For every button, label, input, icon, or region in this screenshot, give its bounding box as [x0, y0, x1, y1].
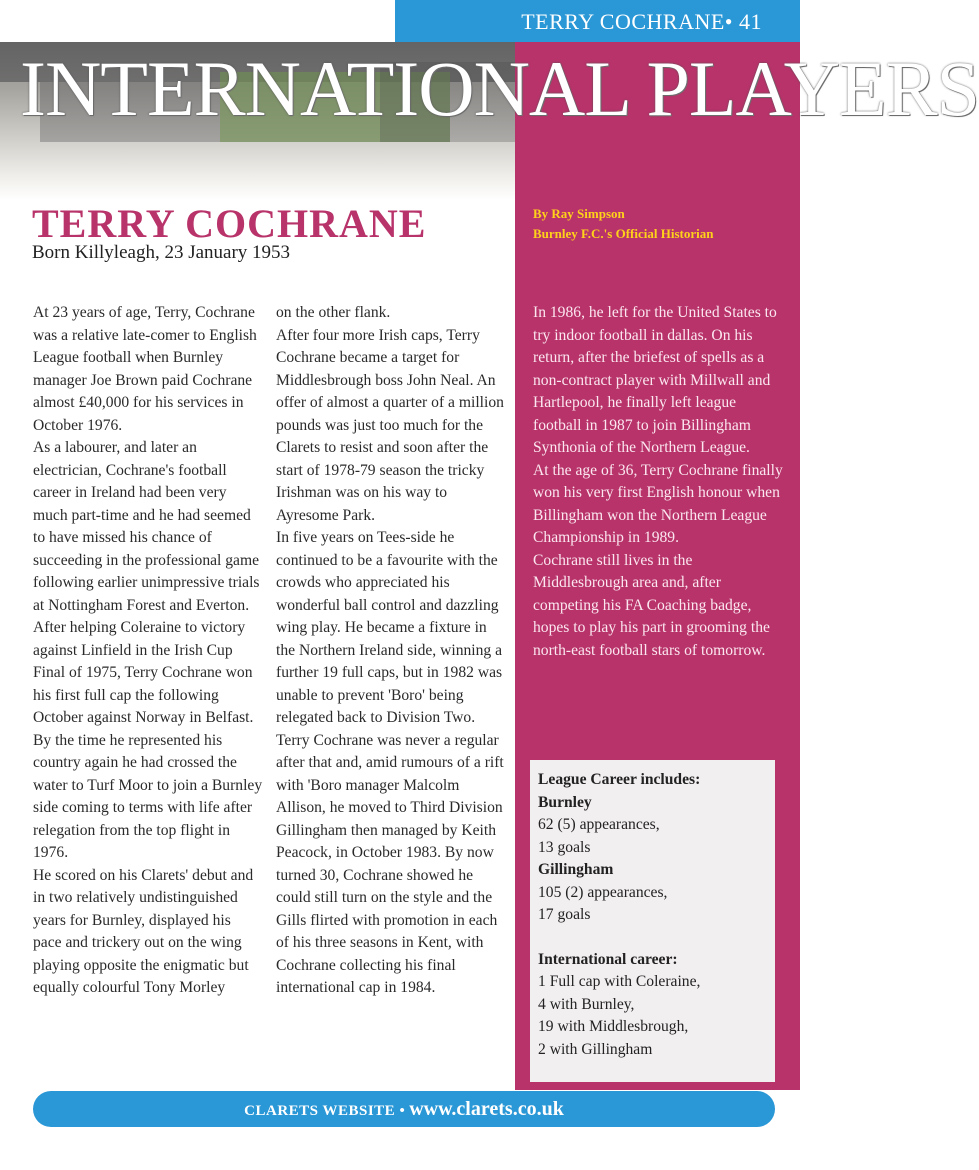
- gillingham-appearances: 105 (2) appearances,: [538, 883, 668, 901]
- paragraph: on the other flank.: [276, 304, 391, 321]
- birth-info: Born Killyleagh, 23 January 1953: [32, 242, 291, 263]
- paragraph: In 1986, he left for the United States to try indoor football in dallas. On his return, after the briefest of spells as a non-contract player with Millwall and Hartlepool, he finally left league football in 1987 to join Billingham Synthonia of the Northern League.: [533, 304, 777, 456]
- career-stats: [538, 769, 770, 1061]
- top-band-white: [0, 0, 395, 42]
- paragraph: At 23 years of age, Terry, Cochrane was a relative late-comer to English League football when Burnley manager Joe Brown paid Cochrane almost £40,000 for his services in October 1976.: [33, 304, 257, 434]
- page-running-header: TERRY COCHRANE• 41: [521, 9, 762, 34]
- paragraph: In five years on Tees-side he continued to be a favourite with the crowds who appreciated his wonderful ball control and dazzling wing play. He became a fixture in the Northern Ireland side, winning a further 19 full caps, but in 1982 was unable to prevent 'Boro' being relegated back to Division Two.: [276, 529, 503, 726]
- player-name: TERRY COCHRANE: [32, 201, 427, 246]
- paragraph: Cochrane still lives in the Middlesbrough area and, after competing his FA Coaching badge, hopes to play his part in grooming the north-east football stars of tomorrow.: [533, 551, 770, 659]
- burnley-appearances: 62 (5) appearances,: [538, 816, 660, 833]
- byline-author: By Ray Simpson: [533, 206, 625, 221]
- paragraph: Terry Cochrane was never a regular after that and, amid rumours of a rift with 'Boro manager Malcolm Allison, he moved to Third Division Gillingham then managed by Keith Peacock, in October 1983. By now turned 30, Cochrane showed he could still turn on the style and the Gills flirted with promotion in each of his three seasons in Kent, with Cochrane collecting his final international cap in 1984.: [276, 731, 504, 996]
- website-link[interactable]: www.clarets.co.uk: [409, 1098, 564, 1120]
- burnley-goals: 13 goals: [538, 838, 591, 856]
- paragraph: After helping Coleraine to victory against Linfield in the Irish Cup Final of 1975, Terry Cochrane won his first full cap the following October against Norway in Belfast. By the time he represented his country again he had crossed the water to Turf Moor to join a Burnley side coming to terms with life after relegation from the top flight in 1976.: [33, 619, 263, 861]
- byline: [533, 204, 713, 244]
- paragraph: As a labourer, and later an electrician, Cochrane's football career in Ireland had been very much part-time and he had seemed to have missed his chance of succeeding in the professional game following earlier unimpressive trials at Nottingham Forest and Everton.: [33, 439, 260, 614]
- international-item: 4 with Burnley,: [538, 995, 635, 1013]
- international-item: 1 Full cap with Coleraine,: [538, 973, 701, 990]
- international-item: 19 with Middlesbrough,: [538, 1018, 689, 1035]
- paragraph: At the age of 36, Terry Cochrane finally won his very first English honour when Billingham won the Northern League Championship in 1989.: [533, 461, 783, 546]
- article-column-1: [33, 302, 263, 1000]
- article-column-2: [276, 302, 508, 1000]
- byline-role: Burnley F.C.'s Official Historian: [533, 226, 714, 241]
- gillingham-goals: 17 goals: [538, 906, 591, 923]
- spacer: [538, 927, 770, 949]
- paragraph: He scored on his Clarets' debut and in two relatively undistinguished years for Burnley, displayed his pace and trickery out on the wing playing opposite the enigmatic but equally colourful Tony Morley: [33, 866, 254, 996]
- paragraph: After four more Irish caps, Terry Cochrane became a target for Middlesbrough boss John Neal. An offer of almost a quarter of a million pounds was just too much for the Clarets to resist and soon after the start of 1978-79 season the tricky Irishman was on his way to Ayresome Park.: [276, 326, 504, 524]
- international-career-heading: International career:: [538, 950, 678, 968]
- gillingham-heading: Gillingham: [538, 861, 614, 878]
- international-item: 2 with Gillingham: [538, 1040, 653, 1058]
- footer-text: [33, 1091, 775, 1127]
- burnley-heading: Burnley: [538, 793, 592, 811]
- section-title: INTERNATIONAL PLAYERS: [20, 45, 979, 132]
- article-column-3: [533, 302, 783, 662]
- league-career-heading: League Career includes:: [538, 771, 701, 788]
- footer-label: CLARETS WEBSITE •: [244, 1103, 406, 1119]
